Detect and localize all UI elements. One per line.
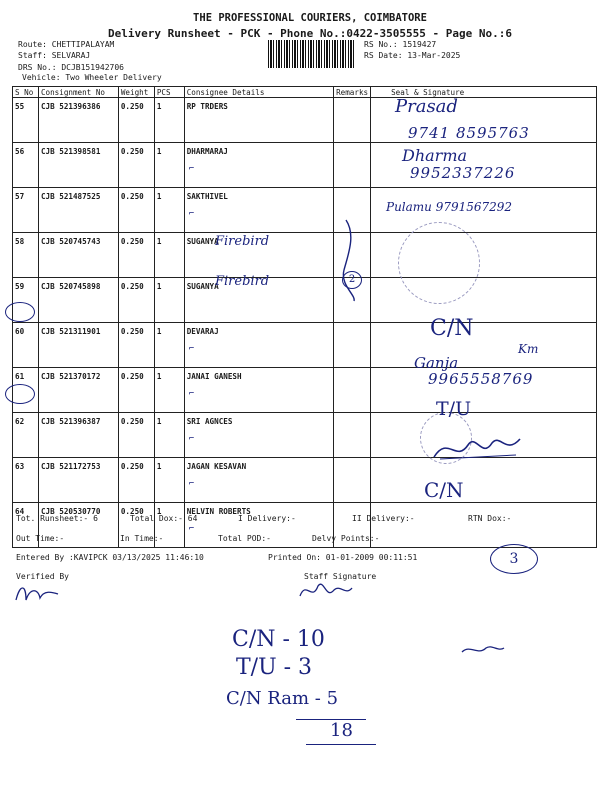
cell-sno: 56 [13,143,39,188]
cell-pcs: 1 [154,143,184,188]
cell-sno: 58 [13,233,39,278]
cell-consignee [184,458,333,503]
entered-by: Entered By :KAVIPCK 03/13/2025 11:46:10 [16,553,204,562]
tally-cn: C/N - 10 [232,627,325,652]
consignee-name: JANAI GANESH [186,372,242,381]
col-sno: S No [13,87,39,98]
cell-weight: 0.250 [118,368,154,413]
cell-sno: 60 [13,323,39,368]
cell-weight: 0.250 [118,413,154,458]
cell-consignment: CJB 521370172 [38,368,118,413]
cell-pcs: 1 [154,368,184,413]
signature-61: Ganja [414,354,459,372]
col-weight: Weight [118,87,154,98]
consignee-name: DHARMARAJ [186,147,228,156]
cell-weight: 0.250 [118,143,154,188]
cell-remarks [334,143,371,188]
cell-consignment: CJB 521487525 [38,188,118,233]
cell-sno: 62 [13,413,39,458]
tick-mark-icon: ⌐ [188,389,195,399]
cell-pcs: 1 [154,98,184,143]
cell-weight: 0.250 [118,503,154,548]
tu-note-62: T/U [436,398,472,420]
cn-note-64: C/N [424,478,464,502]
tick-mark-icon: ⌐ [188,479,195,489]
phone-56: 9952337226 [410,164,516,182]
cell-signature [371,323,597,368]
signature-63-icon [430,425,530,470]
consignee-name: RP TRDERS [186,102,228,111]
cell-remarks [334,458,371,503]
delvy-points: Delvy Points:- [312,534,380,543]
i-delivery: I Delivery:- [238,514,296,523]
tick-mark-icon: ⌐ [188,434,195,444]
route: Route: CHETTIPALAYAM [18,40,115,49]
verifier-signature-icon [12,578,62,608]
tally-cn-ram: C/N Ram - 5 [226,688,339,709]
consignee-name: JAGAN KESAVAN [186,462,247,471]
circled-page-count: 3 [490,544,538,574]
total-dox: Total Dox:- 64 [130,514,198,523]
tot-runsheet: Tot. Runsheet:- 6 [16,514,98,523]
cell-weight: 0.250 [118,458,154,503]
total-pod: Total POD:- [218,534,271,543]
company-name: THE PROFESSIONAL COURIERS, COIMBATORE [193,12,427,24]
cell-remarks [334,368,371,413]
staff-signature-icon [296,576,356,606]
vehicle: Vehicle: Two Wheeler Delivery [22,73,162,82]
staff-signature: Staff Signature [304,572,377,581]
circle-mark-row-60 [5,302,35,322]
cell-weight: 0.250 [118,278,154,323]
consignee-name: SUGANYA [186,282,219,291]
phone-55: 9741 8595763 [408,124,530,142]
cell-weight: 0.250 [118,98,154,143]
cell-pcs: 1 [154,458,184,503]
cell-pcs: 1 [154,503,184,548]
col-consignee: Consignee Details [184,87,333,98]
tick-mark-icon: ⌐ [188,209,195,219]
cell-pcs: 1 [154,323,184,368]
cell-pcs: 1 [154,278,184,323]
tally-signature-icon [458,638,508,662]
rs-number: RS No.: 1519427 [364,40,437,49]
tally-total-underline [306,744,376,745]
barcode [268,40,356,68]
consignee-name: SRI AGNCES [186,417,233,426]
cell-pcs: 1 [154,413,184,458]
table-header [13,87,597,98]
cell-consignment: CJB 521398581 [38,143,118,188]
rtn-dox: RTN Dox:- [468,514,512,523]
tick-mark-icon: ⌐ [188,344,195,354]
consignee-name: SUGANYA [186,237,219,246]
cell-signature [371,503,597,548]
phone-57: Pulamu 9791567292 [386,200,513,214]
cell-consignment: CJB 521396387 [38,413,118,458]
cell-weight: 0.250 [118,188,154,233]
firebird-note-58: Firebird [215,234,270,249]
phone-61: 9965558769 [428,370,534,388]
cell-weight: 0.250 [118,233,154,278]
tick-mark-icon: ⌐ [188,524,195,534]
col-remarks: Remarks [334,87,371,98]
staff: Staff: SELVARAJ [18,51,91,60]
consignee-name: DEVARAJ [186,327,219,336]
table-row [13,278,597,323]
cell-consignee [184,98,333,143]
cell-sno: 55 [13,98,39,143]
cell-sno: 59 [13,278,39,323]
cell-pcs: 1 [154,233,184,278]
tally-tu: T/U - 3 [236,655,313,680]
circle-mark-row-62 [5,384,35,404]
cell-remarks [334,98,371,143]
cell-sno: 57 [13,188,39,233]
km-note-61: Km [518,342,539,356]
drs-number: DRS No.: DCJB151942706 [18,63,124,72]
verified-by: Verified By [16,572,69,581]
cell-weight: 0.250 [118,323,154,368]
cell-sno: 61 [13,368,39,413]
signature-55: Prasad [395,96,458,117]
cell-consignee [184,323,333,368]
table-row [13,503,597,548]
cell-consignment: CJB 521172753 [38,458,118,503]
in-time: In Time:- [120,534,164,543]
ii-delivery: II Delivery:- [352,514,415,523]
tick-mark-icon: ⌐ [188,164,195,174]
cell-consignment: CJB 520745898 [38,278,118,323]
cell-remarks [334,413,371,458]
cell-sno: 64 [13,503,39,548]
cell-sno: 63 [13,458,39,503]
faded-seal-stamp [398,222,480,304]
cell-pcs: 1 [154,188,184,233]
out-time: Out Time:- [16,534,65,543]
pen-scribble-icon [326,215,376,305]
tally-total: 18 [330,720,353,741]
cn-note-60: C/N [430,316,474,341]
consignee-name: NELVIN ROBERTS [186,507,251,516]
firebird-note-59: Firebird [215,274,270,289]
cell-remarks [334,323,371,368]
cell-consignee [184,188,333,233]
runsheet-table [12,86,597,548]
cell-consignee [184,413,333,458]
cell-consignment: CJB 520530770 [38,503,118,548]
table-row [13,323,597,368]
col-seal-signature: Seal & Signature [371,87,597,98]
col-pcs: PCS [154,87,184,98]
col-consignment: Consignment No [38,87,118,98]
cell-consignee [184,368,333,413]
cell-consignment: CJB 521396386 [38,98,118,143]
cell-consignment: CJB 521311901 [38,323,118,368]
signature-56: Dharma [402,146,468,165]
circled-number-59: 2 [342,271,362,289]
cell-consignee [184,143,333,188]
cell-consignment: CJB 520745743 [38,233,118,278]
table-row [13,233,597,278]
runsheet-title: Delivery Runsheet - PCK - Phone No.:0422-3505555 - Page No.:6 [108,27,512,40]
printed-on: Printed On: 01-01-2009 00:11:51 [268,553,418,562]
rs-date: RS Date: 13-Mar-2025 [364,51,461,60]
consignee-name: SAKTHIVEL [186,192,228,201]
